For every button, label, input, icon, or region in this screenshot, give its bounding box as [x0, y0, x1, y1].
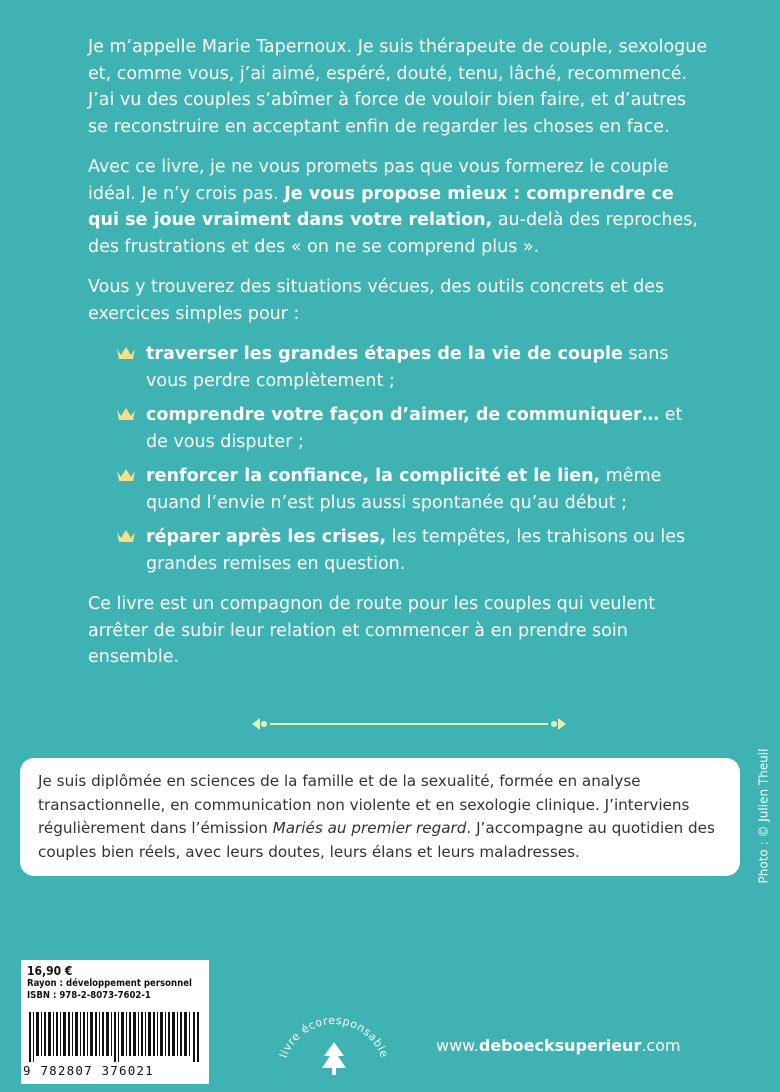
price: 16,90 €	[27, 964, 73, 978]
list-item-bold: comprendre votre façon d’aimer, de communiquer…	[146, 405, 660, 425]
list-item-bold: réparer après les crises,	[146, 527, 387, 547]
website-suffix: .com	[641, 1036, 681, 1055]
crown-icon	[116, 528, 136, 544]
author-bio-box	[20, 758, 740, 876]
outro-paragraph: Ce livre est un compagnon de route pour les couples qui veulent arrêter de subir leur relation et commencer à en prendre soin ensemble.	[88, 594, 656, 667]
list-item-text: sans vous perdre complètement ;	[146, 344, 669, 391]
list-item	[88, 524, 708, 577]
website-brand: deboecksuperieur	[478, 1036, 642, 1055]
benefits-list	[88, 341, 708, 577]
list-item-bold: renforcer la confiance, la complicité et le lien,	[146, 466, 601, 486]
list-item-bold: traverser les grandes étapes de la vie de couple	[146, 344, 623, 364]
intro-paragraph-2	[88, 154, 708, 260]
photo-credit	[752, 736, 774, 896]
tree-icon	[322, 1042, 346, 1075]
crown-icon	[116, 406, 136, 422]
intro-paragraph-2-end: au-delà des reproches, des frustrations et des « on ne se comprend plus ».	[88, 210, 698, 257]
list-item	[88, 463, 708, 516]
list-item	[88, 402, 708, 455]
tv-show-title: Mariés au premier regard	[272, 819, 467, 837]
intro-paragraph-2-start: Avec ce livre, je ne vous promets pas que vous formerez le couple idéal. Je n’y crois pas.	[88, 157, 669, 204]
crown-icon	[116, 467, 136, 483]
author-bio-end: . J’accompagne au quotidien des couples bien réels, avec leurs doutes, leurs élans et leurs maladresses.	[38, 819, 715, 861]
barcode-number: 9 782807 376021	[23, 1063, 154, 1078]
website-prefix: www.	[436, 1036, 479, 1055]
price-barcode-box	[21, 960, 209, 1084]
list-item-text: et de vous disputer ;	[146, 405, 683, 452]
list-item-text: même quand l’envie n’est plus aussi spontanée qu’au début ;	[146, 466, 662, 513]
photo-credit-text: Photo : © Julien Theuil	[756, 748, 770, 884]
rayon-label: Rayon : développement personnel	[27, 978, 192, 989]
eco-label: livre écoresponsable	[276, 1013, 391, 1060]
back-cover-text	[88, 34, 708, 685]
isbn-label: ISBN : 978-2-8073-7602-1	[27, 990, 151, 1001]
list-item-text: les tempêtes, les trahisons ou les grandes remises en question.	[146, 527, 686, 574]
intro-paragraph-2-bold: Je vous propose mieux : comprendre ce qui se joue vraiment dans votre relation,	[88, 183, 674, 230]
intro-paragraph-3: Vous y trouverez des situations vécues, des outils concrets et des exercices simples pour :	[88, 277, 665, 324]
publisher-website[interactable]	[436, 1036, 681, 1055]
crown-icon	[116, 345, 136, 361]
author-bio-start: Je suis diplômée en sciences de la famille et de la sexualité, formée en analyse transactionnelle, en communication non violente et en sexologie clinique. J’interviens régulièrement dans l’émission	[38, 772, 690, 837]
intro-paragraph-1: Je m’appelle Marie Tapernoux. Je suis thérapeute de couple, sexologue et, comme vous, j’ai aimé, espéré, douté, tenu, lâché, recommencé. J’ai vu des couples s’abîmer à force de vouloir bien faire, et d’autres se reconstruire en acceptant enfin de regarder les choses en face.	[88, 37, 708, 137]
ornament-divider	[248, 712, 570, 736]
list-item	[88, 341, 708, 394]
barcode	[29, 1012, 201, 1062]
eco-responsible-badge	[268, 990, 400, 1082]
